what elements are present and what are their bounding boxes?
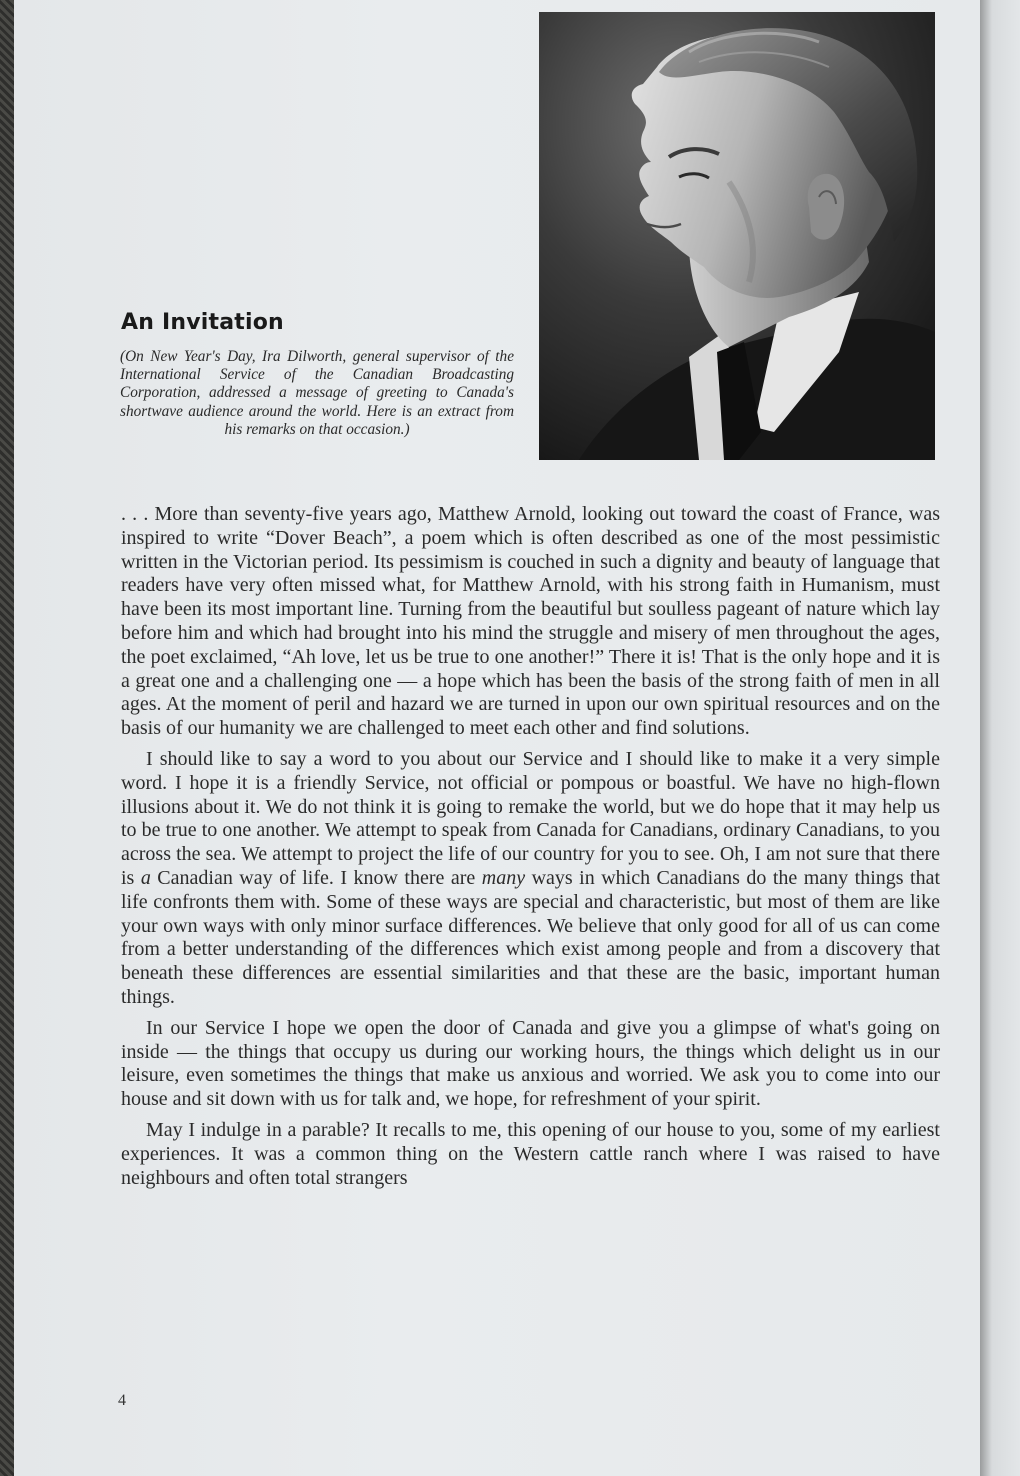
emphasis-many: many (481, 866, 526, 889)
adjacent-page-edge (980, 0, 1020, 1476)
article-heading: An Invitation (121, 310, 284, 335)
paragraph-2-text-middle: Canadian way of life. I know there are (150, 866, 482, 889)
paragraph-2-text-start: I should like to say a word to you about our Service and I should like to make it a very simple word. I hope it is a friendly Service, not official or pompous or boastful. We have no high-flown illusions about it. We do not think it is going to remake the world, but we do hope that it may help us to be true to one another. We attempt to speak from Canada for Canadians, ordinary Canadians, to you across the sea. We attempt to project the life of our country for you to see. Oh, I am not sure that there is (121, 747, 940, 889)
article-intro: (On New Year's Day, Ira Dilworth, general supervisor of the International Service of the Canadian Broadcasting Corporation, addressed a message of greeting to Canada's shortwave audience around the world. Here is an extract from his remarks on that occasion.) (120, 348, 514, 438)
booklet-page (14, 0, 980, 1476)
paragraph-1-text: . . . More than seventy-five years ago, Matthew Arnold, looking out toward the coast of France, was inspired to write “Dover Beach”, a poem which is often described as one of the most pessimistic written in the Victorian period. Its pessimism is couched in such a dignity and beauty of language that readers have very often missed what, for Matthew Arnold, with his strong faith in Humanism, must have been its most important line. Turning from the beautiful but soulless pageant of nature which lay before him and which had brought into his mind the struggle and misery of men throughout the ages, the poet exclaimed, “Ah love, let us be true to one another!” There it is! That is the only hope and it is a great one and a challenging one — a hope which has been the basis of the strong faith of men in all ages. At the moment of peril and hazard we are turned in upon our own spiritual resources and on the basis of our humanity we are challenged to meet each other and find solutions. (121, 503, 940, 740)
portrait-illustration (539, 12, 935, 460)
article-body (121, 503, 940, 1197)
paragraph-4-text: May I indulge in a parable? It recalls to me, this opening of our house to you, some of my earliest experiences. It was a common thing on the Western cattle ranch where I was raised to have neighbours and often total strangers (121, 1118, 940, 1189)
paragraph-3-text: In our Service I hope we open the door of Canada and give you a glimpse of what's going on inside — the things that occupy us during our working hours, the things which delight us in our leisure, even sometimes the things that make us anxious and worried. We ask you to come into our house and sit down with us for talk and, we hope, for refreshment of your spirit. (121, 1016, 940, 1111)
paragraph-2 (121, 748, 940, 1010)
paragraph-2-text-end: ways in which Canadians do the many things that life confronts them with. Some of these ways are special and characteristic, but most of them are like your own ways with only minor surface differences. We believe that only good for all of us can come from a better understanding of the differences which exist among people and from a discovery that beneath these differences are essential similarities and that these are the basic, important human things. (121, 866, 941, 1008)
emphasis-a: a (140, 866, 151, 889)
paragraph-1 (121, 503, 940, 741)
portrait-photo (539, 12, 935, 460)
scanner-background (0, 0, 14, 1476)
page-number: 4 (118, 1392, 126, 1409)
paragraph-4 (121, 1119, 940, 1190)
paragraph-3 (121, 1017, 940, 1112)
